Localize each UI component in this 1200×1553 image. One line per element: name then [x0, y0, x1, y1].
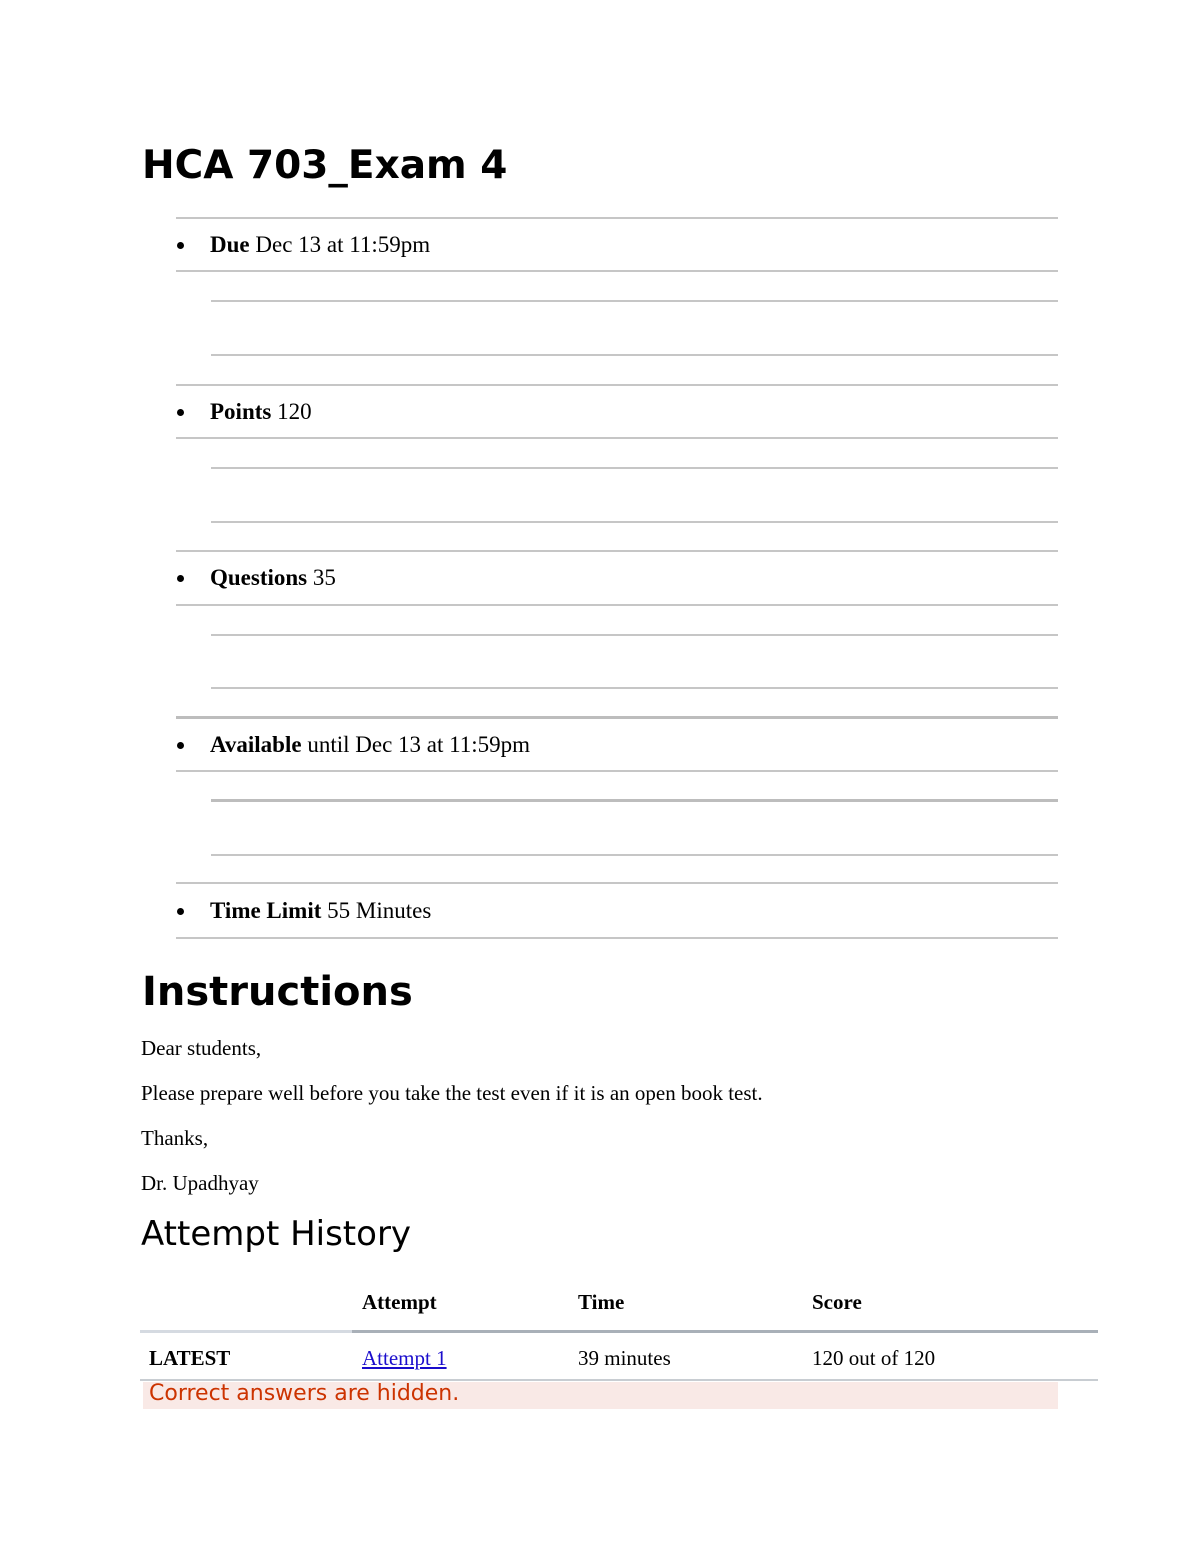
- divider: [176, 437, 1058, 439]
- bullet-icon: [177, 242, 184, 249]
- divider: [176, 217, 1058, 219]
- detail-value: 120: [277, 399, 312, 424]
- answers-hidden-notice: [143, 1382, 1058, 1409]
- detail-value: 35: [312, 565, 336, 590]
- divider: [211, 634, 1058, 636]
- instructions-body: Please prepare well before you take the test even if it is an open book test.: [141, 1081, 763, 1105]
- divider: [176, 270, 1058, 272]
- detail-available: [176, 730, 530, 760]
- divider: [211, 467, 1058, 469]
- detail-points: [176, 397, 312, 427]
- page-title: HCA 703_Exam 4: [142, 143, 508, 188]
- header-rule: [140, 1330, 352, 1333]
- attempt-time: 39 minutes: [578, 1346, 671, 1370]
- divider: [176, 550, 1058, 552]
- detail-value: until Dec 13 at 11:59pm: [307, 732, 531, 757]
- attempt-history-heading: Attempt History: [141, 1214, 412, 1254]
- divider: [176, 882, 1058, 884]
- column-header-score: Score: [812, 1290, 862, 1314]
- detail-label: Questions: [210, 565, 308, 590]
- divider: [211, 300, 1058, 302]
- divider: [176, 604, 1058, 606]
- instructions-heading: Instructions: [142, 969, 413, 1015]
- bullet-icon: [177, 908, 184, 915]
- detail-value: 55 Minutes: [327, 898, 432, 923]
- latest-label: LATEST: [149, 1346, 231, 1370]
- bullet-icon: [177, 742, 184, 749]
- divider: [176, 716, 1058, 719]
- divider: [211, 799, 1058, 802]
- divider: [176, 770, 1058, 772]
- divider: [211, 521, 1058, 523]
- detail-label: Due: [210, 232, 250, 257]
- column-header-attempt: Attempt: [362, 1290, 437, 1314]
- divider: [211, 354, 1058, 356]
- detail-value: Dec 13 at 11:59pm: [255, 232, 431, 257]
- detail-time-limit: [176, 896, 431, 926]
- header-rule: [352, 1330, 1098, 1333]
- instructions-closing: Thanks,: [141, 1126, 209, 1150]
- divider: [211, 854, 1058, 856]
- instructions-greeting: Dear students,: [141, 1036, 262, 1060]
- detail-label: Available: [210, 732, 302, 757]
- divider: [176, 937, 1058, 939]
- attempt-link[interactable]: Attempt 1: [362, 1346, 447, 1370]
- detail-questions: [176, 563, 336, 593]
- detail-due: [176, 230, 430, 260]
- bullet-icon: [177, 575, 184, 582]
- answers-hidden-text: Correct answers are hidden.: [149, 1381, 460, 1406]
- column-header-time: Time: [578, 1290, 625, 1314]
- divider: [176, 384, 1058, 386]
- bullet-icon: [177, 409, 184, 416]
- attempt-score: 120 out of 120: [812, 1346, 936, 1370]
- detail-label: Points: [210, 399, 272, 424]
- instructions-signature: Dr. Upadhyay: [141, 1171, 259, 1195]
- divider: [211, 687, 1058, 689]
- detail-label: Time Limit: [210, 898, 322, 923]
